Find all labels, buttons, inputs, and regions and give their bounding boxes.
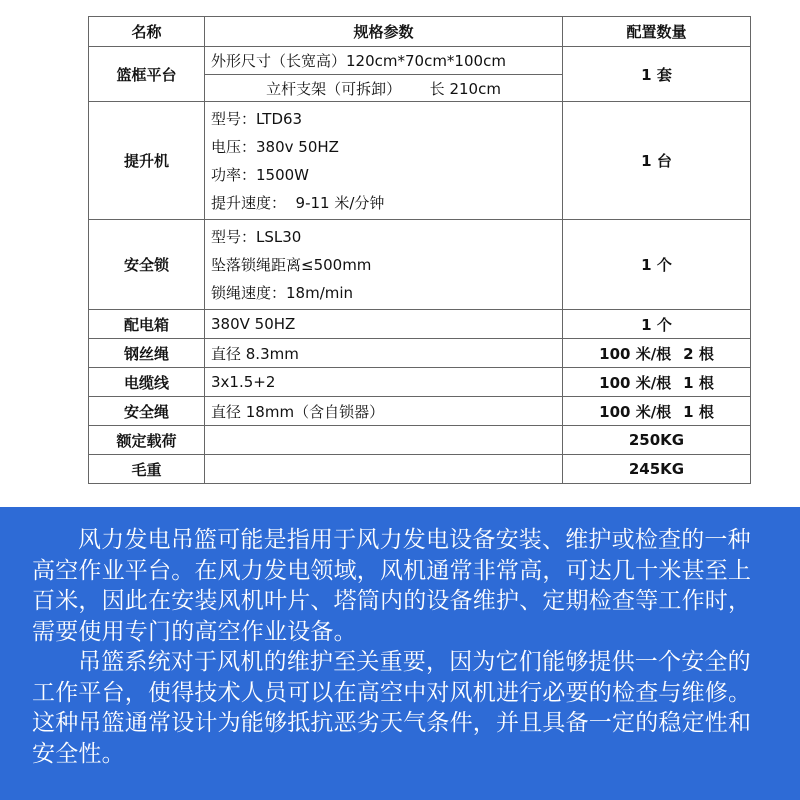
spec-table xyxy=(88,16,751,484)
table-row xyxy=(89,455,751,484)
table-row xyxy=(89,47,751,75)
row-qty-hoist: 1 台 xyxy=(563,102,751,220)
row-name-safety-rope: 安全绳 xyxy=(89,397,205,426)
row-qty-safety-rope xyxy=(563,397,751,426)
row-name-gross-weight: 毛重 xyxy=(89,455,205,484)
row-qty-basket: 1 套 xyxy=(563,47,751,102)
row-name-hoist: 提升机 xyxy=(89,102,205,220)
table-row xyxy=(89,339,751,368)
row-spec-wire-rope: 直径 8.3mm xyxy=(205,339,563,368)
row-spec-safety-rope: 直径 18mm（含自锁器） xyxy=(205,397,563,426)
table-row xyxy=(89,368,751,397)
spec-line: 型号：LTD63 xyxy=(211,109,303,128)
spec-line: 型号：LSL30 xyxy=(211,227,302,246)
row-spec-power-box: 380V 50HZ xyxy=(205,310,563,339)
row-name-wire-rope: 钢丝绳 xyxy=(89,339,205,368)
row-name-power-box: 配电箱 xyxy=(89,310,205,339)
row-name-safety-lock: 安全锁 xyxy=(89,220,205,310)
spec-line: 电压：380v 50HZ xyxy=(211,137,339,156)
row-spec-basket-pole: 立杆支架（可拆卸） 长 210cm xyxy=(205,75,563,102)
spec-table-container xyxy=(88,16,714,484)
qty-count: 2 根 xyxy=(683,344,714,363)
description-paragraph-1: 风力发电吊篮可能是指用于风力发电设备安装、维护或检查的一种高空作业平台。在风力发电领域，风机通常非常高，可达几十米甚至上百米，因此在安装风机叶片、塔筒内的设备维护、定期检查等工作时，需要使用专门的高空作业设备。 xyxy=(32,527,752,645)
table-row xyxy=(89,310,751,339)
header-spec: 规格参数 xyxy=(205,17,563,47)
row-spec-rated-load xyxy=(205,426,563,455)
table-row xyxy=(89,397,751,426)
row-spec-hoist xyxy=(205,102,563,220)
row-name-basket: 篮框平台 xyxy=(89,47,205,102)
table-row xyxy=(89,426,751,455)
qty-per-unit: 100 米/根 xyxy=(599,344,672,363)
spec-line: 提升速度： 9-11 米/分钟 xyxy=(211,193,385,212)
table-row xyxy=(89,102,751,220)
header-qty: 配置数量 xyxy=(563,17,751,47)
row-spec-basket-size: 外形尺寸（长宽高）120cm*70cm*100cm xyxy=(205,47,563,75)
qty-count: 1 根 xyxy=(683,373,714,392)
row-name-rated-load: 额定载荷 xyxy=(89,426,205,455)
header-name: 名称 xyxy=(89,17,205,47)
spec-line: 锁绳速度：18m/min xyxy=(211,283,354,302)
row-qty-cable xyxy=(563,368,751,397)
description-paragraph-2: 吊篮系统对于风机的维护至关重要，因为它们能够提供一个安全的工作平台，使得技术人员可以在高空中对风机进行必要的检查与维修。这种吊篮通常设计为能够抵抗恶劣天气条件，并且具备一定的稳定性和安全性。 xyxy=(32,649,752,767)
row-qty-rated-load: 250KG xyxy=(563,426,751,455)
spec-line: 功率：1500W xyxy=(211,165,310,184)
row-spec-gross-weight xyxy=(205,455,563,484)
qty-per-unit: 100 米/根 xyxy=(599,373,672,392)
row-qty-gross-weight: 245KG xyxy=(563,455,751,484)
row-qty-power-box: 1 个 xyxy=(563,310,751,339)
row-qty-safety-lock: 1 个 xyxy=(563,220,751,310)
row-spec-safety-lock xyxy=(205,220,563,310)
row-qty-wire-rope xyxy=(563,339,751,368)
table-row xyxy=(89,220,751,310)
qty-per-unit: 100 米/根 xyxy=(599,402,672,421)
row-spec-cable: 3x1.5+2 xyxy=(205,368,563,397)
description-panel xyxy=(0,507,800,800)
qty-count: 1 根 xyxy=(683,402,714,421)
table-header-row xyxy=(89,17,751,47)
spec-line: 坠落锁绳距离≤500mm xyxy=(211,255,372,274)
row-name-cable: 电缆线 xyxy=(89,368,205,397)
